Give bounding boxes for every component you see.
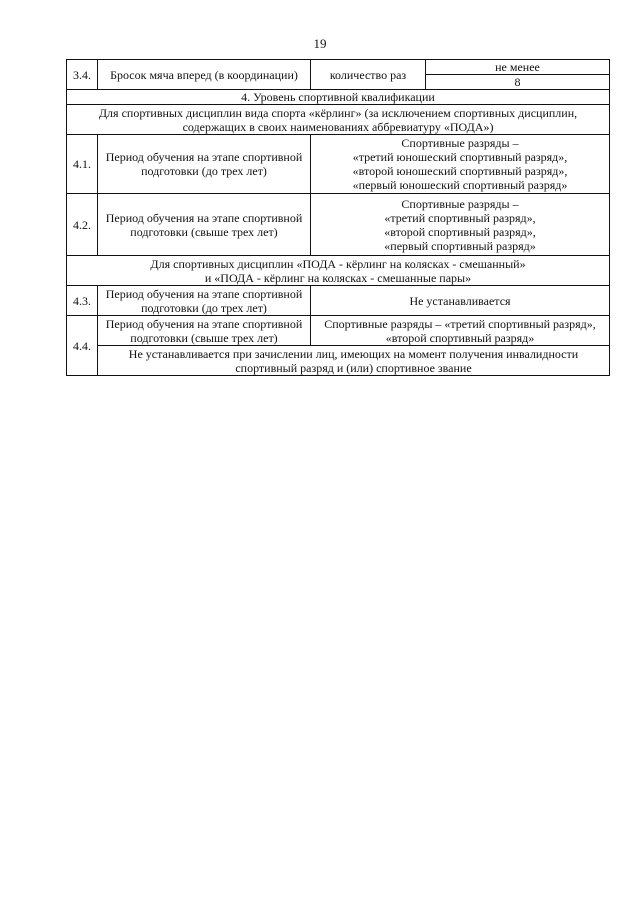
- qualification-table: [66, 59, 610, 376]
- requirement-value: Спортивные разряды – «третий спортивный разряд», «второй спортивный разряд»: [311, 316, 610, 346]
- ranks-line: «первый спортивный разряд»: [384, 238, 536, 253]
- table-row-3-4: [67, 60, 610, 75]
- training-period: Период обучения на этапе спортивной подготовки (свыше трех лет): [98, 316, 311, 346]
- training-period: Период обучения на этапе спортивной подготовки (свыше трех лет): [98, 194, 311, 256]
- row-number: 4.1.: [67, 135, 98, 194]
- group-caption-pода: [67, 256, 610, 286]
- row-number: 3.4.: [67, 60, 98, 90]
- table-row-4-3: [67, 286, 610, 316]
- unit-of-measure: количество раз: [311, 60, 426, 90]
- section-title-row: [67, 90, 610, 105]
- ranks-line: «третий юношеский спортивный разряд»,: [352, 150, 568, 164]
- table-row-4-1: [67, 135, 610, 194]
- row-number: 4.3.: [67, 286, 98, 316]
- ranks-line: «второй юношеский спортивный разряд»,: [352, 164, 568, 178]
- ranks-line: Спортивные разряды –: [401, 136, 519, 150]
- caption-line: и «ПОДА - кёрлинг на колясках - смешанные пары»: [204, 270, 472, 285]
- training-period: Период обучения на этапе спортивной подготовки (до трех лет): [98, 135, 311, 194]
- row-number: 4.2.: [67, 194, 98, 256]
- sport-ranks-list: [311, 135, 610, 194]
- group-caption-row: [67, 256, 610, 286]
- ranks-line: «третий спортивный разряд»,: [384, 210, 536, 225]
- ranks-line: Спортивные разряды –: [401, 196, 519, 211]
- ranks-line: «первый юношеский спортивный разряд»: [352, 178, 568, 192]
- page-number: 19: [313, 36, 327, 51]
- requirement-note: Не устанавливается при зачислении лиц, имеющих на момент получения инвалидности спортивный разряд и (или) спортивное звание: [98, 346, 610, 376]
- exercise-name: Бросок мяча вперед (в координации): [98, 60, 311, 90]
- group-caption-curling: Для спортивных дисциплин вида спорта «кёрлинг» (за исключением спортивных дисциплин, содержащих в своих наименованиях аббревиатуру «ПОДА»): [67, 105, 610, 135]
- norm-label: не менее: [426, 60, 610, 75]
- ranks-line: «второй спортивный разряд»,: [384, 224, 536, 239]
- table-row-4-4: [67, 316, 610, 346]
- section-title: 4. Уровень спортивной квалификации: [67, 90, 610, 105]
- table-row-4-2: [67, 194, 610, 256]
- group-caption-row: [67, 105, 610, 135]
- row-number: 4.4.: [67, 316, 98, 376]
- requirement-value: Не устанавливается: [311, 286, 610, 316]
- sport-ranks-list: [311, 194, 610, 256]
- norm-value: 8: [426, 75, 610, 90]
- training-period: Период обучения на этапе спортивной подготовки (до трех лет): [98, 286, 311, 316]
- caption-line: Для спортивных дисциплин «ПОДА - кёрлинг на колясках - смешанный»: [150, 256, 526, 271]
